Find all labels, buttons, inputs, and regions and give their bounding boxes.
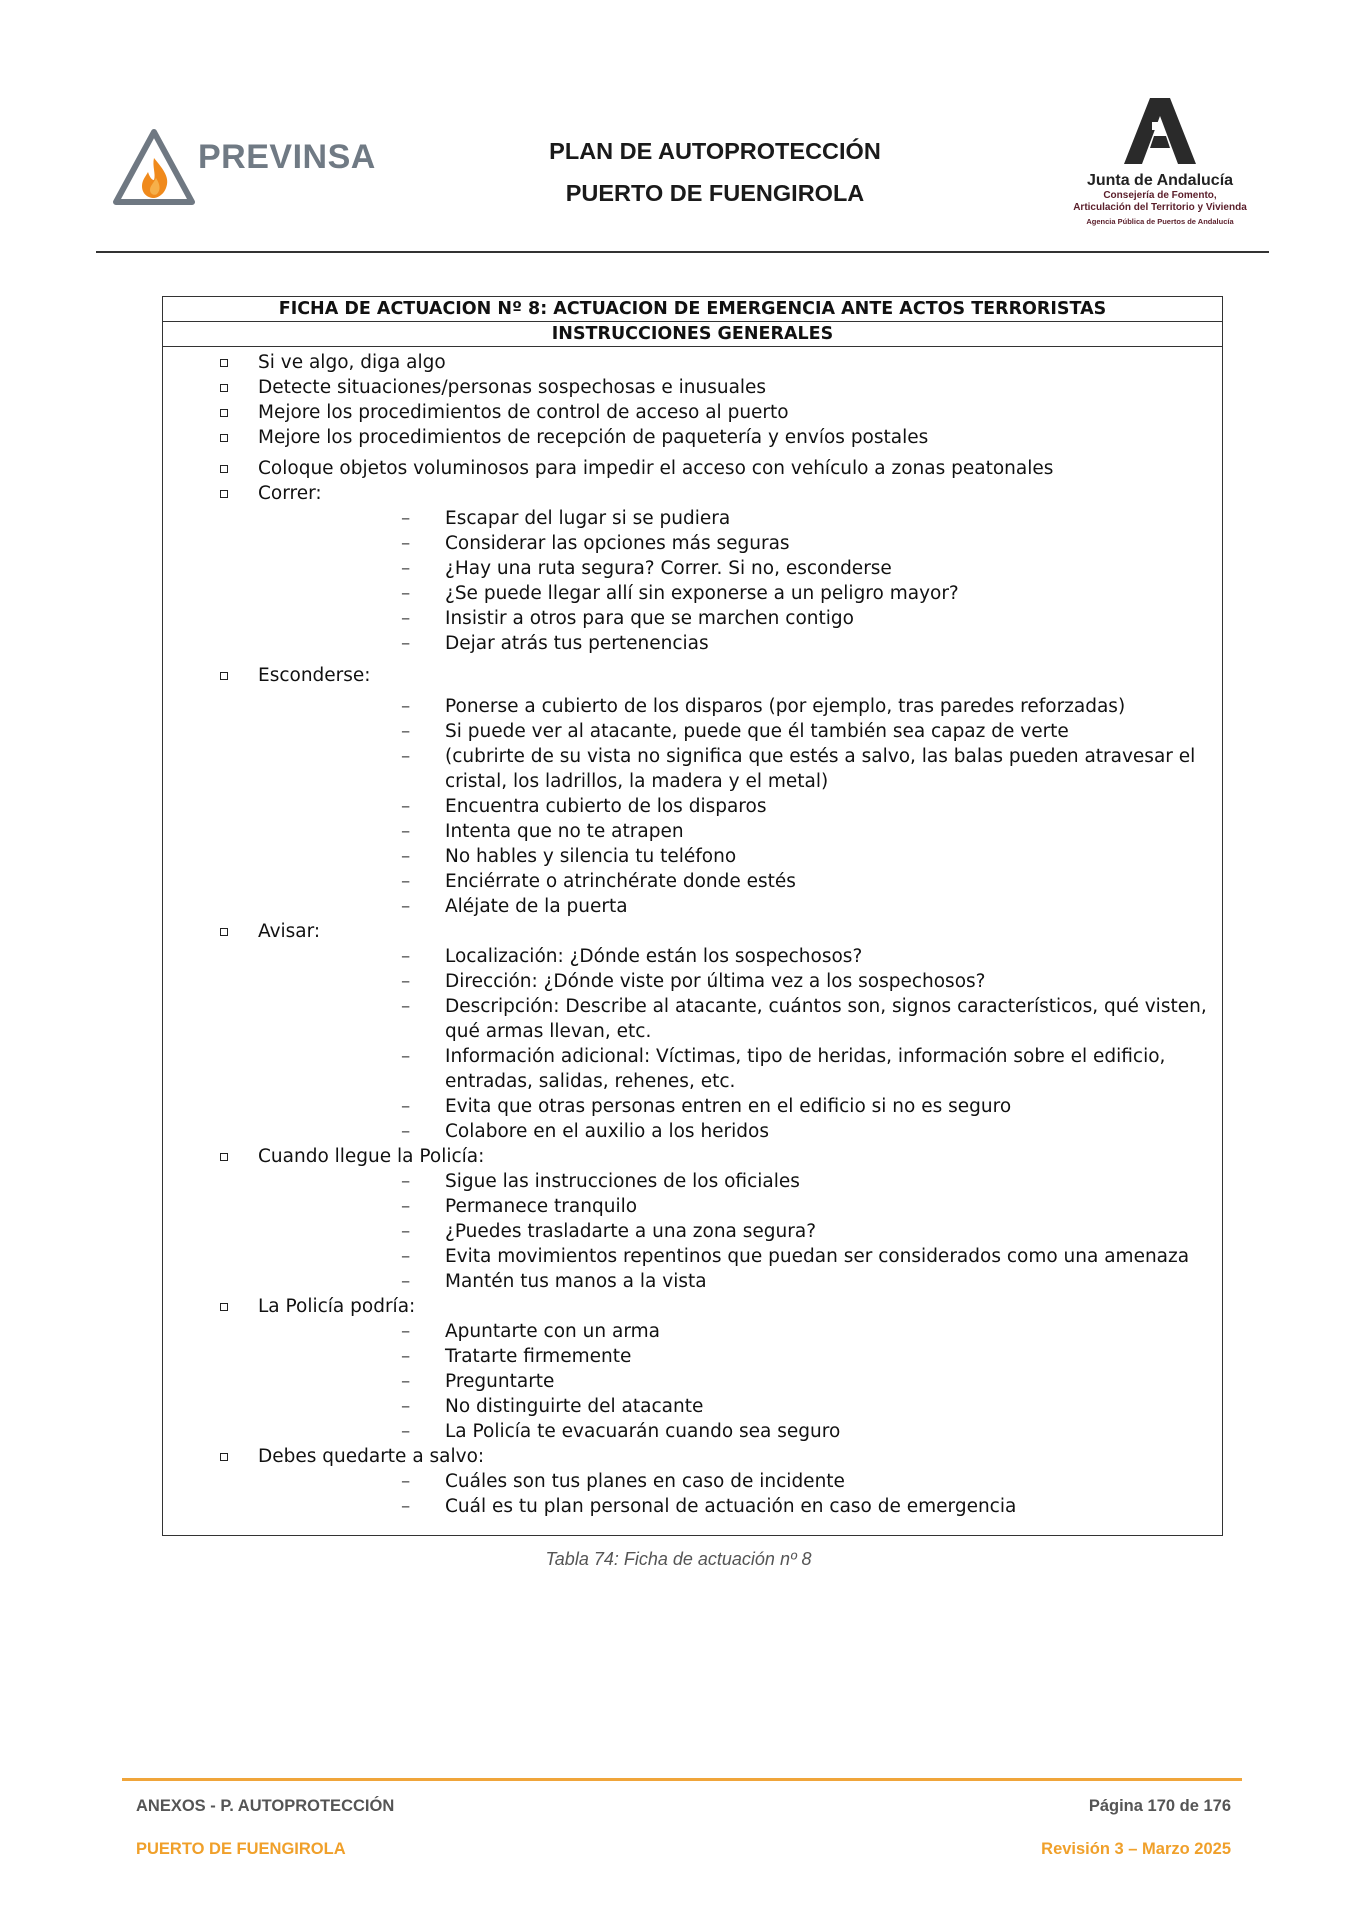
header-divider: [96, 251, 1269, 253]
section-title-policia-podria: La Policía podría:: [163, 1294, 1222, 1319]
list-item: – Considerar las opciones más seguras: [401, 533, 790, 554]
section-title-avisar: Avisar:: [163, 919, 1222, 944]
table-body: [163, 347, 1222, 1519]
list-item: – La Policía te evacuarán cuando sea seguro: [401, 1421, 841, 1442]
document-subtitle: PUERTO DE FUENGIROLA: [565, 180, 865, 206]
section-title-a-salvo: Debes quedarte a salvo:: [163, 1444, 1222, 1469]
list-item: – No hables y silencia tu teléfono: [401, 846, 737, 867]
junta-andalucia-logo: [1060, 96, 1260, 236]
footer-divider: [122, 1778, 1242, 1781]
checkbox-bullet-icon: [220, 1153, 228, 1161]
consejeria-line1: Consejería de Fomento,: [1103, 190, 1217, 201]
checkbox-bullet-icon: [220, 434, 228, 442]
checkbox-bullet-icon: [220, 490, 228, 498]
list-item: – Localización: ¿Dónde están los sospechosos?: [401, 946, 863, 967]
list-item: – Evita movimientos repentinos que puedan ser considerados como una amenaza: [401, 1246, 1190, 1267]
document-title: PLAN DE AUTOPROTECCIÓN: [549, 138, 881, 164]
list-item: – Aléjate de la puerta: [401, 896, 628, 917]
list-item: – Ponerse a cubierto de los disparos (por ejemplo, tras paredes reforzadas): [401, 696, 1126, 717]
section-title-esconderse: Esconderse:: [163, 663, 1222, 688]
list-item: Si ve algo, diga algo: [163, 350, 1222, 375]
page-header: [0, 0, 1357, 260]
list-item: – Preguntarte: [401, 1371, 555, 1392]
list-item: – Enciérrate o atrinchérate donde estés: [401, 871, 796, 892]
checkbox-bullet-icon: [220, 384, 228, 392]
footer-revision: Revisión 3 – Marzo 2025: [1041, 1840, 1231, 1858]
list-item: – Apuntarte con un arma: [401, 1321, 660, 1342]
list-item: – No distinguirte del atacante: [401, 1396, 704, 1417]
table-subtitle: INSTRUCCIONES GENERALES: [163, 322, 1222, 347]
table-title: FICHA DE ACTUACION Nº 8: ACTUACION DE EMERGENCIA ANTE ACTOS TERRORISTAS: [163, 297, 1222, 322]
action-sheet-table: [162, 296, 1223, 1536]
list-item: – Insistir a otros para que se marchen contigo: [401, 608, 854, 629]
list-item: – Si puede ver al atacante, puede que él también sea capaz de verte: [401, 721, 1069, 742]
list-item: – Sigue las instrucciones de los oficiales: [401, 1171, 800, 1192]
list-item: – Descripción: Describe al atacante, cuántos son, signos característicos, qué visten, qué armas llevan, etc.: [401, 996, 1207, 1042]
consejeria-line2: Articulación del Territorio y Vivienda: [1073, 202, 1247, 213]
list-item: Coloque objetos voluminosos para impedir el acceso con vehículo a zonas peatonales: [163, 456, 1222, 481]
list-item: – Dirección: ¿Dónde viste por última vez a los sospechosos?: [401, 971, 986, 992]
list-item: – Intenta que no te atrapen: [401, 821, 684, 842]
section-title-policia-llegue: Cuando llegue la Policía:: [163, 1144, 1222, 1169]
list-item: – Información adicional: Víctimas, tipo de heridas, información sobre el edificio, entradas, salidas, rehenes, etc.: [401, 1046, 1166, 1092]
checkbox-bullet-icon: [220, 928, 228, 936]
list-item: Mejore los procedimientos de control de acceso al puerto: [163, 400, 1222, 425]
list-item: – Cuál es tu plan personal de actuación en caso de emergencia: [401, 1496, 1017, 1517]
list-item: – ¿Se puede llegar allí sin exponerse a un peligro mayor?: [401, 583, 959, 604]
checkbox-bullet-icon: [220, 1453, 228, 1461]
list-item: – ¿Hay una ruta segura? Correr. Si no, esconderse: [401, 558, 892, 579]
list-item: – Dejar atrás tus pertenencias: [401, 633, 709, 654]
list-item: Mejore los procedimientos de recepción de paquetería y envíos postales: [163, 425, 1222, 450]
footer-section-label: ANEXOS - P. AUTOPROTECCIÓN: [136, 1797, 395, 1815]
list-item: – Permanece tranquilo: [401, 1196, 638, 1217]
list-item: Detecte situaciones/personas sospechosas e inusuales: [163, 375, 1222, 400]
table-caption: Tabla 74: Ficha de actuación nº 8: [545, 1549, 812, 1569]
previnsa-flame-logo-icon: [112, 128, 196, 208]
list-item: – Evita que otras personas entren en el edificio si no es seguro: [401, 1096, 1012, 1117]
footer-page-number: Página 170 de 176: [1088, 1797, 1231, 1815]
checkbox-bullet-icon: [220, 359, 228, 367]
previnsa-logo: [112, 124, 376, 204]
junta-andalucia-a-icon: [1120, 96, 1200, 166]
list-item: – ¿Puedes trasladarte a una zona segura?: [401, 1221, 817, 1242]
checkbox-bullet-icon: [220, 465, 228, 473]
checkbox-bullet-icon: [220, 1303, 228, 1311]
agency-name: Agencia Pública de Puertos de Andalucía: [1086, 217, 1234, 226]
footer-project-name: PUERTO DE FUENGIROLA: [136, 1840, 346, 1858]
checkbox-bullet-icon: [220, 672, 228, 680]
list-item: – Encuentra cubierto de los disparos: [401, 796, 767, 817]
list-item: – Mantén tus manos a la vista: [401, 1271, 707, 1292]
list-item: – (cubrirte de su vista no significa que estés a salvo, las balas pueden atravesar el cristal, los ladrillos, la madera y el metal): [401, 746, 1196, 792]
list-item: – Cuáles son tus planes en caso de incidente: [401, 1471, 845, 1492]
previnsa-brand-text: PREVINSA: [198, 138, 376, 176]
section-title-correr: Correr:: [163, 481, 1222, 506]
list-item: – Escapar del lugar si se pudiera: [401, 508, 731, 529]
junta-andalucia-name: Junta de Andalucía: [1086, 172, 1234, 189]
list-item: – Colabore en el auxilio a los heridos: [401, 1121, 770, 1142]
checkbox-bullet-icon: [220, 409, 228, 417]
list-item: – Tratarte firmemente: [401, 1346, 632, 1367]
